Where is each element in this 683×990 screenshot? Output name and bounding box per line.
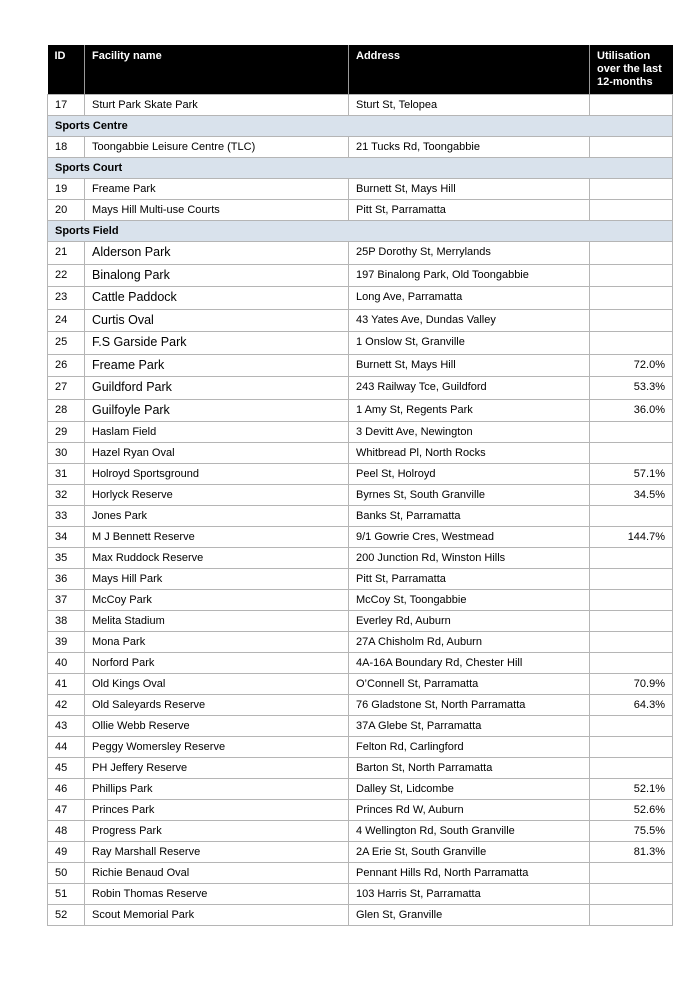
- cell-id: 32: [48, 485, 85, 506]
- cell-utilisation: 36.0%: [590, 399, 673, 422]
- cell-address: 1 Amy St, Regents Park: [349, 399, 590, 422]
- cell-address: 43 Yates Ave, Dundas Valley: [349, 309, 590, 332]
- cell-address: Pennant Hills Rd, North Parramatta: [349, 863, 590, 884]
- cell-utilisation: [590, 548, 673, 569]
- cell-address: 25P Dorothy St, Merrylands: [349, 242, 590, 265]
- cell-utilisation: [590, 905, 673, 926]
- cell-utilisation: [590, 443, 673, 464]
- cell-id: 29: [48, 422, 85, 443]
- cell-address: 1 Onslow St, Granville: [349, 332, 590, 355]
- cell-facility-name: Progress Park: [85, 821, 349, 842]
- cell-address: Pitt St, Parramatta: [349, 569, 590, 590]
- cell-facility-name: Phillips Park: [85, 779, 349, 800]
- table-row: [48, 179, 673, 200]
- cell-utilisation: [590, 287, 673, 310]
- category-row: [48, 116, 673, 137]
- cell-utilisation: [590, 332, 673, 355]
- table-row: [48, 422, 673, 443]
- cell-address: 27A Chisholm Rd, Auburn: [349, 632, 590, 653]
- cell-id: 25: [48, 332, 85, 355]
- cell-facility-name: Horlyck Reserve: [85, 485, 349, 506]
- cell-address: 3 Devitt Ave, Newington: [349, 422, 590, 443]
- cell-id: 26: [48, 354, 85, 377]
- cell-facility-name: McCoy Park: [85, 590, 349, 611]
- cell-utilisation: 53.3%: [590, 377, 673, 400]
- table-row: [48, 569, 673, 590]
- cell-facility-name: Old Saleyards Reserve: [85, 695, 349, 716]
- header-address: Address: [349, 45, 590, 95]
- table-row: [48, 200, 673, 221]
- category-label: Sports Court: [48, 158, 673, 179]
- cell-utilisation: [590, 137, 673, 158]
- cell-id: 48: [48, 821, 85, 842]
- cell-utilisation: [590, 737, 673, 758]
- cell-id: 51: [48, 884, 85, 905]
- cell-utilisation: 64.3%: [590, 695, 673, 716]
- cell-facility-name: Richie Benaud Oval: [85, 863, 349, 884]
- cell-id: 34: [48, 527, 85, 548]
- cell-address: 37A Glebe St, Parramatta: [349, 716, 590, 737]
- cell-facility-name: Jones Park: [85, 506, 349, 527]
- table-header: [48, 45, 673, 95]
- cell-id: 20: [48, 200, 85, 221]
- cell-facility-name: PH Jeffery Reserve: [85, 758, 349, 779]
- header-utilisation: Utilisation over the last 12-months: [590, 45, 673, 95]
- cell-id: 46: [48, 779, 85, 800]
- cell-utilisation: [590, 884, 673, 905]
- table-row: [48, 779, 673, 800]
- cell-facility-name: Melita Stadium: [85, 611, 349, 632]
- cell-address: 4 Wellington Rd, South Granville: [349, 821, 590, 842]
- table-row: [48, 287, 673, 310]
- cell-facility-name: F.S Garside Park: [85, 332, 349, 355]
- category-label: Sports Centre: [48, 116, 673, 137]
- cell-facility-name: Ray Marshall Reserve: [85, 842, 349, 863]
- cell-utilisation: 52.6%: [590, 800, 673, 821]
- cell-facility-name: Cattle Paddock: [85, 287, 349, 310]
- cell-utilisation: [590, 590, 673, 611]
- cell-id: 47: [48, 800, 85, 821]
- cell-utilisation: [590, 506, 673, 527]
- cell-facility-name: Princes Park: [85, 800, 349, 821]
- cell-id: 31: [48, 464, 85, 485]
- cell-facility-name: Robin Thomas Reserve: [85, 884, 349, 905]
- category-label: Sports Field: [48, 221, 673, 242]
- cell-id: 38: [48, 611, 85, 632]
- table-row: [48, 758, 673, 779]
- cell-id: 17: [48, 95, 85, 116]
- cell-address: Glen St, Granville: [349, 905, 590, 926]
- cell-facility-name: Max Ruddock Reserve: [85, 548, 349, 569]
- cell-address: Princes Rd W, Auburn: [349, 800, 590, 821]
- cell-facility-name: Sturt Park Skate Park: [85, 95, 349, 116]
- table-row: [48, 674, 673, 695]
- cell-id: 50: [48, 863, 85, 884]
- cell-facility-name: Norford Park: [85, 653, 349, 674]
- cell-address: Byrnes St, South Granville: [349, 485, 590, 506]
- cell-utilisation: [590, 758, 673, 779]
- cell-facility-name: Peggy Womersley Reserve: [85, 737, 349, 758]
- cell-utilisation: [590, 309, 673, 332]
- table-row: [48, 309, 673, 332]
- cell-utilisation: [590, 264, 673, 287]
- cell-id: 41: [48, 674, 85, 695]
- cell-utilisation: 81.3%: [590, 842, 673, 863]
- cell-utilisation: 75.5%: [590, 821, 673, 842]
- cell-facility-name: Toongabbie Leisure Centre (TLC): [85, 137, 349, 158]
- cell-id: 44: [48, 737, 85, 758]
- cell-address: Felton Rd, Carlingford: [349, 737, 590, 758]
- cell-address: 2A Erie St, South Granville: [349, 842, 590, 863]
- cell-facility-name: M J Bennett Reserve: [85, 527, 349, 548]
- cell-address: Barton St, North Parramatta: [349, 758, 590, 779]
- cell-id: 45: [48, 758, 85, 779]
- cell-utilisation: [590, 200, 673, 221]
- table-row: [48, 737, 673, 758]
- cell-utilisation: [590, 569, 673, 590]
- cell-id: 37: [48, 590, 85, 611]
- table-row: [48, 485, 673, 506]
- cell-id: 27: [48, 377, 85, 400]
- cell-id: 36: [48, 569, 85, 590]
- cell-utilisation: 57.1%: [590, 464, 673, 485]
- table-row: [48, 548, 673, 569]
- cell-id: 33: [48, 506, 85, 527]
- cell-address: 197 Binalong Park, Old Toongabbie: [349, 264, 590, 287]
- cell-facility-name: Mays Hill Multi-use Courts: [85, 200, 349, 221]
- cell-id: 23: [48, 287, 85, 310]
- cell-facility-name: Scout Memorial Park: [85, 905, 349, 926]
- cell-id: 43: [48, 716, 85, 737]
- table-row: [48, 716, 673, 737]
- cell-id: 52: [48, 905, 85, 926]
- cell-id: 18: [48, 137, 85, 158]
- table-row: [48, 242, 673, 265]
- category-row: [48, 158, 673, 179]
- cell-utilisation: [590, 653, 673, 674]
- cell-address: 76 Gladstone St, North Parramatta: [349, 695, 590, 716]
- cell-utilisation: 70.9%: [590, 674, 673, 695]
- cell-address: Long Ave, Parramatta: [349, 287, 590, 310]
- cell-facility-name: Freame Park: [85, 179, 349, 200]
- cell-id: 49: [48, 842, 85, 863]
- cell-address: Banks St, Parramatta: [349, 506, 590, 527]
- cell-address: 21 Tucks Rd, Toongabbie: [349, 137, 590, 158]
- cell-address: Pitt St, Parramatta: [349, 200, 590, 221]
- table-body: [48, 95, 673, 926]
- cell-facility-name: Holroyd Sportsground: [85, 464, 349, 485]
- category-row: [48, 221, 673, 242]
- cell-utilisation: [590, 632, 673, 653]
- cell-address: Peel St, Holroyd: [349, 464, 590, 485]
- cell-id: 39: [48, 632, 85, 653]
- cell-address: 103 Harris St, Parramatta: [349, 884, 590, 905]
- table-row: [48, 527, 673, 548]
- cell-facility-name: Mays Hill Park: [85, 569, 349, 590]
- table-row: [48, 95, 673, 116]
- cell-address: Whitbread Pl, North Rocks: [349, 443, 590, 464]
- cell-address: 200 Junction Rd, Winston Hills: [349, 548, 590, 569]
- cell-facility-name: Haslam Field: [85, 422, 349, 443]
- cell-address: Dalley St, Lidcombe: [349, 779, 590, 800]
- cell-id: 19: [48, 179, 85, 200]
- cell-address: 9/1 Gowrie Cres, Westmead: [349, 527, 590, 548]
- cell-utilisation: 144.7%: [590, 527, 673, 548]
- cell-utilisation: 34.5%: [590, 485, 673, 506]
- cell-address: 4A-16A Boundary Rd, Chester Hill: [349, 653, 590, 674]
- cell-id: 24: [48, 309, 85, 332]
- table-row: [48, 905, 673, 926]
- cell-facility-name: Binalong Park: [85, 264, 349, 287]
- cell-address: Everley Rd, Auburn: [349, 611, 590, 632]
- cell-facility-name: Guilfoyle Park: [85, 399, 349, 422]
- cell-address: McCoy St, Toongabbie: [349, 590, 590, 611]
- cell-facility-name: Freame Park: [85, 354, 349, 377]
- table-row: [48, 611, 673, 632]
- table-row: [48, 590, 673, 611]
- header-facility-name: Facility name: [85, 45, 349, 95]
- cell-address: O’Connell St, Parramatta: [349, 674, 590, 695]
- table-row: [48, 332, 673, 355]
- cell-facility-name: Hazel Ryan Oval: [85, 443, 349, 464]
- table-row: [48, 695, 673, 716]
- cell-id: 35: [48, 548, 85, 569]
- table-row: [48, 863, 673, 884]
- cell-address: Burnett St, Mays Hill: [349, 354, 590, 377]
- cell-utilisation: 72.0%: [590, 354, 673, 377]
- cell-utilisation: [590, 422, 673, 443]
- cell-address: Sturt St, Telopea: [349, 95, 590, 116]
- table-row: [48, 399, 673, 422]
- cell-utilisation: [590, 611, 673, 632]
- header-row: [48, 45, 673, 95]
- cell-utilisation: [590, 242, 673, 265]
- cell-address: Burnett St, Mays Hill: [349, 179, 590, 200]
- table-row: [48, 354, 673, 377]
- cell-utilisation: 52.1%: [590, 779, 673, 800]
- facilities-table: [47, 45, 673, 926]
- table-row: [48, 632, 673, 653]
- table-row: [48, 264, 673, 287]
- cell-id: 42: [48, 695, 85, 716]
- table-row: [48, 653, 673, 674]
- cell-id: 28: [48, 399, 85, 422]
- cell-facility-name: Curtis Oval: [85, 309, 349, 332]
- table-row: [48, 884, 673, 905]
- table-row: [48, 443, 673, 464]
- cell-id: 30: [48, 443, 85, 464]
- cell-id: 21: [48, 242, 85, 265]
- cell-facility-name: Ollie Webb Reserve: [85, 716, 349, 737]
- cell-facility-name: Mona Park: [85, 632, 349, 653]
- table-row: [48, 506, 673, 527]
- table-row: [48, 137, 673, 158]
- cell-address: 243 Railway Tce, Guildford: [349, 377, 590, 400]
- cell-utilisation: [590, 716, 673, 737]
- cell-utilisation: [590, 95, 673, 116]
- cell-facility-name: Guildford Park: [85, 377, 349, 400]
- cell-id: 40: [48, 653, 85, 674]
- cell-facility-name: Old Kings Oval: [85, 674, 349, 695]
- table-row: [48, 821, 673, 842]
- table-row: [48, 464, 673, 485]
- table-row: [48, 377, 673, 400]
- cell-facility-name: Alderson Park: [85, 242, 349, 265]
- cell-utilisation: [590, 863, 673, 884]
- table-row: [48, 842, 673, 863]
- table-row: [48, 800, 673, 821]
- header-id: ID: [48, 45, 85, 95]
- cell-id: 22: [48, 264, 85, 287]
- cell-utilisation: [590, 179, 673, 200]
